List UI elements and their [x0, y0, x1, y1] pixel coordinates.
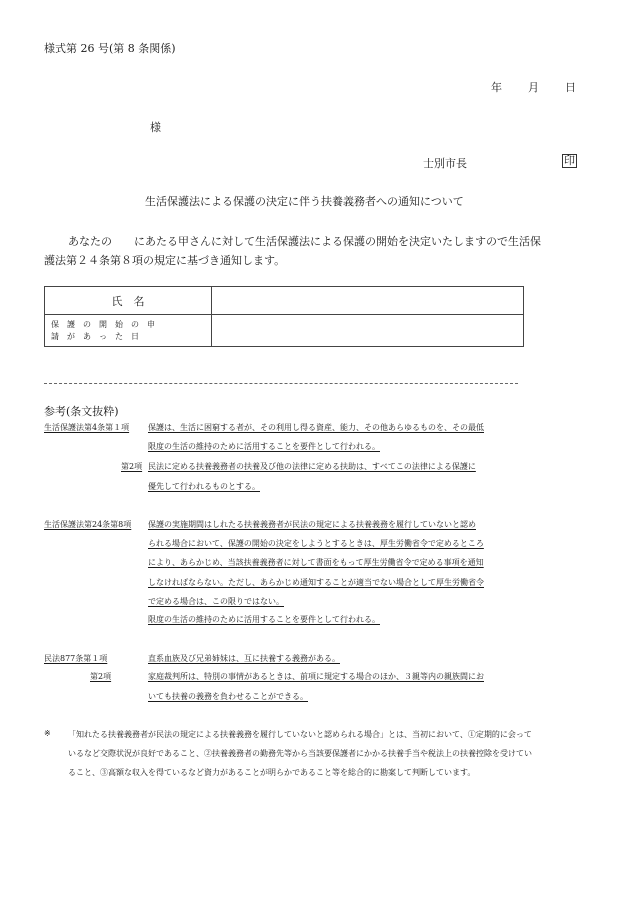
- divider: [44, 383, 518, 384]
- section-text: 限度の生活の維持のために活用することを要件として行われる。: [148, 615, 380, 624]
- reference-heading: 参考(条文抜粋): [44, 405, 119, 418]
- issuer: 士別市長: [423, 157, 467, 170]
- section-text: 直系血族及び兄弟姉妹は、互に扶養する義務がある。: [148, 654, 340, 663]
- seal-mark: 印: [564, 154, 575, 167]
- body-line-2: 護法第２４条第８項の規定に基づき通知します。: [44, 254, 286, 267]
- addressee-suffix: 様: [150, 121, 161, 134]
- section-text: 限度の生活の維持のために活用することを要件として行われる。: [148, 442, 380, 451]
- name-label: 氏 名: [45, 287, 212, 315]
- date-day: 日: [565, 81, 576, 94]
- application-date-label-line-2: 請 が あ っ た 日: [51, 331, 139, 341]
- table-row: [45, 287, 524, 315]
- section-ref: 生活保護法第24条第8項: [44, 520, 132, 529]
- footnote-line-2: いるなど交際状況が良好であること、②扶養義務者の勤務先等から当該要保護者にかかる扶養手当や税法上の扶養控除を受けてい: [68, 749, 532, 758]
- date-year: 年: [491, 81, 502, 94]
- section-text: 民法に定める扶養義務者の扶養及び他の法律に定める扶助は、すべてこの法律による保護に: [148, 462, 476, 471]
- section-text: られる場合において、保護の開始の決定をしようとするときは、厚生労働省令で定めるところ: [148, 539, 484, 548]
- table-row: [45, 315, 524, 347]
- section-text: 優先して行われるものとする。: [148, 482, 260, 491]
- footnote-mark: ※: [44, 729, 51, 738]
- section-text: しなければならない。ただし、あらかじめ通知することが適当でない場合として厚生労働省令: [148, 578, 484, 587]
- section-text: 保護の実施期間はしれたる扶養義務者が民法の規定による扶養義務を履行していないと認め: [148, 520, 476, 529]
- info-table: [44, 286, 524, 347]
- section-text: により、あらかじめ、当該扶養義務者に対して書面をもって厚生労働省令で定める事項を通知: [148, 558, 484, 567]
- section-text: で定める場合は、この限りではない。: [148, 597, 284, 606]
- section-text: 家庭裁判所は、特別の事情があるときは、前項に規定する場合のほか、３親等内の親族間にお: [148, 672, 484, 681]
- body-line-1: あなたの にあたる甲さんに対して生活保護法による保護の開始を決定いたしますので生活保: [68, 235, 541, 248]
- section-ref: 民法877条第１項: [44, 654, 108, 663]
- notice-title: 生活保護法による保護の決定に伴う扶養義務者への通知について: [145, 195, 464, 208]
- application-date-label: [45, 315, 212, 347]
- section-ref: 第2項: [90, 672, 112, 681]
- section-ref: 第2項: [121, 462, 143, 471]
- section-text: 保護は、生活に困窮する者が、その利用し得る資産、能力、その他あらゆるものを、その最低: [148, 423, 484, 432]
- application-date-label-line-1: 保 護 の 開 始 の 申: [51, 319, 155, 329]
- form-number: 様式第 26 号(第 8 条関係): [44, 42, 176, 55]
- section-text: いても扶養の義務を負わせることができる。: [148, 692, 308, 701]
- section-ref: 生活保護法第4条第１項: [44, 423, 130, 432]
- name-value: [212, 287, 524, 315]
- footnote-line-3: ること、③高額な収入を得ているなど資力があることが明らかであること等を総合的に勘案して判断しています。: [68, 768, 476, 777]
- date-month: 月: [528, 81, 539, 94]
- footnote-line-1: 「知れたる扶養義務者が民法の規定による扶養義務を履行していないと認められる場合」とは、当初において、①定期的に会って: [68, 730, 532, 739]
- application-date-value: [212, 315, 524, 347]
